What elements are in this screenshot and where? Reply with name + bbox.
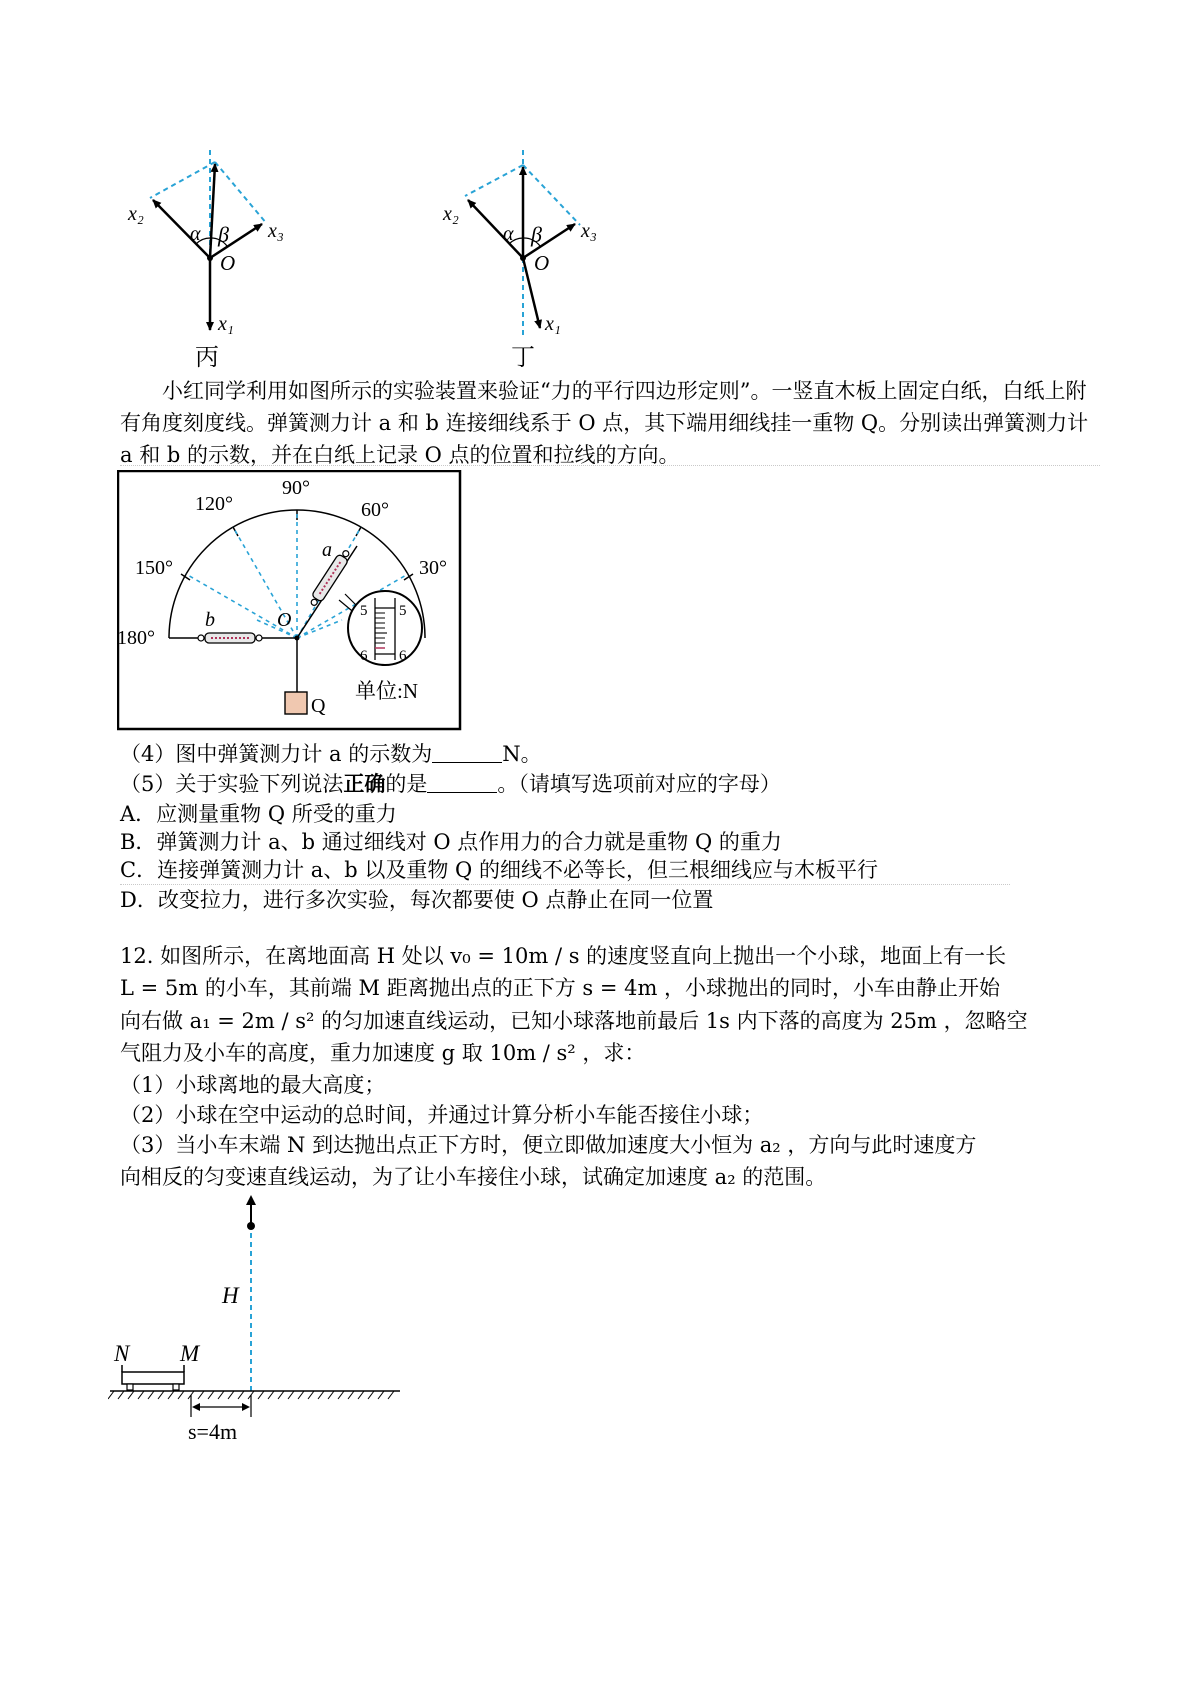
caption-ding: 丁 [511,345,535,371]
weight-q [285,692,307,714]
label-s: s=4m [188,1419,238,1444]
label-x1: x₁ [545,313,561,335]
scale-6-right: 6 [399,648,407,664]
problem12-sub3-line2: 向相反的匀变速直线运动，为了让小车接住小球，试确定加速度 a₂ 的范围。 [120,1165,827,1189]
option-b: B．弹簧测力计 a、b 通过细线对 O 点作用力的合力就是重物 Q 的重力 [120,830,782,854]
label-alpha: α [190,223,201,245]
diagram-ding [442,150,597,371]
label-o: O [534,251,550,275]
answer-blank-5[interactable] [427,772,497,793]
problem12-line4: 气阻力及小车的高度，重力加速度 g 取 10m / s² ，求： [120,1041,646,1065]
label-o: O [277,609,292,631]
angle-150: 150° [135,557,173,579]
option-d: D．改变拉力，进行多次实验，每次都要使 O 点静止在同一位置 [120,888,714,912]
cart [122,1365,184,1390]
label-beta: β [218,222,229,247]
dotted-rule [120,465,1100,466]
problem12-line2: L = 5m 的小车，其前端 M 距离抛出点的正下方 s = 4m ，小球抛出的同时，小车由静止开始 [120,976,1001,1000]
option-a: A．应测量重物 Q 所受的重力 [120,802,397,826]
diagram-bing [127,150,284,371]
label-x2: x₂ [443,203,459,225]
label-x2: x₂ [128,203,144,225]
problem12-sub1: （1）小球离地的最大高度； [120,1073,386,1097]
caption-bing: 丙 [195,345,219,371]
question-4: （4）图中弹簧测力计 a 的示数为 N。 [120,742,542,766]
x2-arrow [153,200,210,258]
angle-30: 30° [419,557,447,579]
scale-5-left: 5 [360,603,368,619]
problem12-sub2: （2）小球在空中运动的总时间，并通过计算分析小车能否接住小球； [120,1103,764,1127]
label-beta: β [531,222,542,247]
scale-6-left: 6 [360,648,368,664]
label-b: b [205,609,215,631]
problem12-sub3-line1: （3）当小车末端 N 到达抛出点正下方时，便立即做加速度大小恒为 a₂ ，方向与此时速度方 [120,1133,977,1157]
label-alpha: α [503,223,514,245]
option-c: C．连接弹簧测力计 a、b 以及重物 Q 的细线不必等长，但三根细线应与木板平行 [120,858,878,882]
label-x3: x₃ [268,220,284,242]
intro-paragraph: 小红同学利用如图所示的实验装置来验证“力的平行四边形定则”。一竖直木板上固定白纸，白纸上附有角度刻度线。弹簧测力计 a 和 b 连接细线系于 O 点，其下端用细线挂一重物 Q。分别读出弹簧测力计 a 和 b 的示数，并在白纸上记录 O 点的位置和拉线的方向。 [120,379,1089,467]
question-5: （5）关于实验下列说法正确的是 。（请填写选项前对应的字母） [120,772,781,796]
label-a: a [322,539,332,561]
x2-arrow [468,200,523,258]
scale-5-right: 5 [399,603,407,619]
force-diagrams [110,140,630,375]
problem12-line1: 12. 如图所示，在离地面高 H 处以 v₀ = 10m / s 的速度竖直向上抛出一个小球，地面上有一长 [120,944,1007,968]
label-n: N [114,1341,130,1366]
label-o: O [220,251,236,275]
angle-60: 60° [361,499,389,521]
label-q: Q [311,695,326,717]
problem12-line3: 向右做 a₁ = 2m / s² 的匀加速直线运动，已知小球落地前最后 1s 内下落的高度为 25m ，忽略空 [120,1009,1028,1033]
cart-ball-figure [108,1195,418,1455]
label-x1: x₁ [218,313,234,335]
answer-blank-4[interactable] [432,742,502,763]
angle-180: 180° [117,627,155,649]
label-x3: x₃ [581,220,597,242]
angle-90: 90° [282,477,310,499]
apparatus-figure [117,470,462,732]
angle-120: 120° [195,493,233,515]
label-h: H [222,1283,239,1308]
spring-b [198,633,262,643]
unit-label: 单位:N [355,679,418,703]
label-m: M [180,1341,200,1366]
ball [247,1222,255,1230]
